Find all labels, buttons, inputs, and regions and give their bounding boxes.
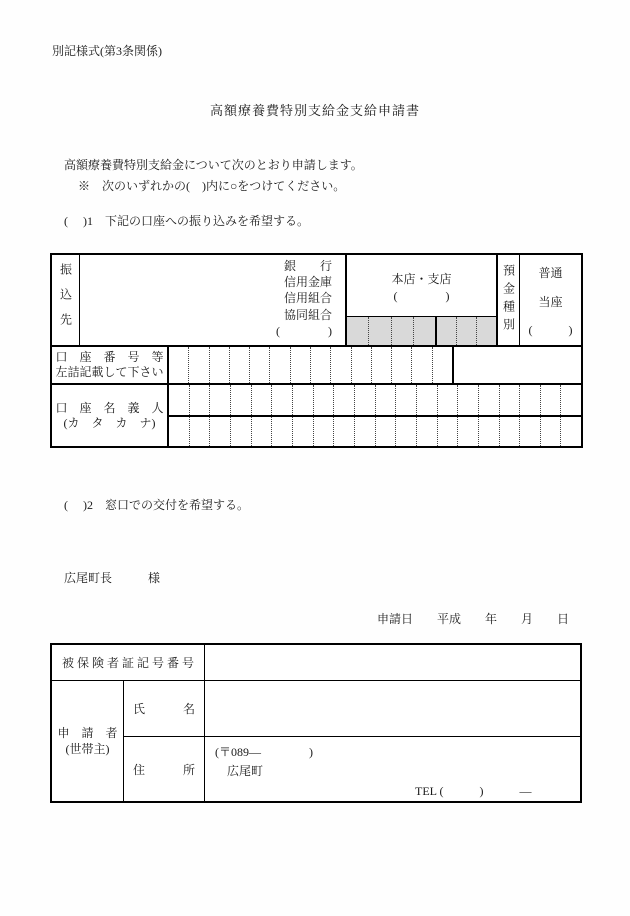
digit-cell[interactable] (456, 317, 476, 345)
applicant-note: (世帯主) (65, 742, 110, 756)
account-number-boxes[interactable] (169, 347, 454, 383)
digit-cell[interactable] (375, 417, 396, 447)
digit-cell[interactable] (209, 417, 230, 447)
digit-cell[interactable] (395, 417, 416, 447)
digit-cell[interactable] (391, 317, 413, 345)
institution-type-list (80, 255, 345, 339)
address-label-cell (124, 737, 205, 801)
digit-cell[interactable] (416, 385, 437, 415)
applicant-label-cell (52, 681, 124, 801)
insured-code-label: 被 保 険 者 証 記 号 番 号 (52, 645, 205, 680)
digit-cell[interactable] (313, 417, 334, 447)
institution-type-kyodo: 協同組合 (283, 307, 332, 322)
digit-cell[interactable] (478, 385, 499, 415)
deposit-option-current: 当座 (538, 294, 563, 309)
deposit-type-cell[interactable] (520, 255, 581, 345)
digit-cell[interactable] (437, 385, 458, 415)
digit-cell[interactable] (395, 385, 416, 415)
address-label-right: 所 (182, 762, 195, 777)
digit-cell[interactable] (292, 385, 313, 415)
account-holder-note: (カ タ カ ナ) (63, 415, 156, 430)
digit-cell[interactable] (209, 347, 229, 383)
institution-paren-field[interactable]: ( ) (276, 323, 332, 338)
digit-cell[interactable] (271, 385, 292, 415)
digit-cell[interactable] (230, 417, 251, 447)
digit-cell[interactable] (519, 385, 540, 415)
instruction-note: ※ 次のいずれかの( )内に○をつけてください。 (78, 179, 346, 193)
applicant-rows (52, 681, 580, 801)
digit-cell[interactable] (251, 417, 272, 447)
applicant-fields (124, 681, 580, 801)
digit-cell[interactable] (416, 417, 437, 447)
digit-cell[interactable] (457, 385, 478, 415)
digit-cell[interactable] (560, 417, 581, 447)
branch-name-cell[interactable] (347, 255, 496, 317)
digit-cell[interactable] (330, 347, 350, 383)
account-number-note: 左詰記載して下さい (55, 365, 164, 379)
digit-cell[interactable] (169, 417, 189, 447)
digit-cell[interactable] (333, 417, 354, 447)
digit-cell[interactable] (313, 385, 334, 415)
bank-table-row-account-number (52, 347, 581, 385)
digit-cell[interactable] (457, 417, 478, 447)
application-date-line: 申請日 平成 年 月 日 (377, 612, 570, 626)
digit-cell[interactable] (375, 385, 396, 415)
account-holder-label-cell (52, 385, 169, 446)
digit-cell[interactable] (188, 347, 208, 383)
postal-code-line[interactable]: (〒089— ) (215, 745, 313, 759)
branch-code-boxes[interactable] (435, 317, 496, 345)
deposit-option-ordinary: 普通 (538, 266, 563, 280)
digit-cell[interactable] (269, 347, 289, 383)
digit-cell[interactable] (540, 417, 561, 447)
digit-cell[interactable] (499, 417, 520, 447)
insured-code-row (52, 645, 580, 681)
digit-cell[interactable] (437, 317, 456, 345)
digit-cell[interactable] (368, 317, 390, 345)
code-boxes-strip (347, 317, 496, 345)
institution-type-bank: 銀 行 (283, 259, 332, 273)
digit-cell[interactable] (209, 385, 230, 415)
name-row (124, 681, 580, 737)
name-value-cell[interactable] (205, 681, 580, 736)
digit-cell[interactable] (540, 385, 561, 415)
digit-cell[interactable] (189, 385, 210, 415)
intro-statement: 高額療養費特別支給金について次のとおり申請します。 (64, 158, 363, 172)
applicant-table (50, 643, 582, 803)
town-line: 広尾町 (227, 764, 264, 778)
branch-label: 本店・支店 (391, 272, 452, 286)
digit-cell[interactable] (292, 417, 313, 447)
bank-table-row-institution (52, 255, 581, 347)
account-holder-boxes-row2[interactable] (169, 417, 581, 447)
digit-cell[interactable] (251, 385, 272, 415)
option-counter-payment[interactable]: ( )2 窓口での交付を希望する。 (64, 498, 249, 512)
institution-type-shinkin: 信用金庫 (283, 275, 332, 290)
digit-cell[interactable] (437, 417, 458, 447)
address-value-cell[interactable] (205, 737, 580, 801)
bank-transfer-table (50, 253, 583, 448)
account-number-label-cell (52, 347, 169, 383)
digit-cell[interactable] (351, 347, 371, 383)
digit-cell[interactable] (413, 317, 435, 345)
digit-cell[interactable] (476, 317, 496, 345)
digit-cell[interactable] (189, 417, 210, 447)
digit-cell[interactable] (499, 385, 520, 415)
deposit-type-label: 預金種別 (501, 264, 516, 336)
account-holder-label: 口 座 名 義 人 (55, 400, 164, 415)
digit-cell[interactable] (354, 417, 375, 447)
bank-code-boxes[interactable] (347, 317, 435, 345)
account-number-blank-cell[interactable] (454, 347, 581, 383)
account-holder-boxes-row1[interactable] (169, 385, 581, 417)
institution-type-shinyo: 信用組合 (283, 291, 332, 306)
account-number-label: 口 座 番 号 等 (55, 350, 164, 364)
deposit-type-label-cell (496, 255, 520, 345)
account-holder-cells (169, 385, 581, 446)
digit-cell[interactable] (229, 347, 249, 383)
applicant-label: 申 請 者 (57, 726, 118, 740)
telephone-line[interactable]: TEL ( ) — (415, 784, 532, 798)
form-reference: 別記様式(第3条関係) (52, 44, 162, 58)
name-label-left: 氏 (133, 702, 146, 716)
name-label-cell (124, 681, 205, 736)
digit-cell[interactable] (169, 385, 189, 415)
digit-cell[interactable] (391, 347, 411, 383)
branch-cell (347, 255, 496, 345)
address-label-left: 住 (133, 762, 146, 777)
digit-cell[interactable] (478, 417, 499, 447)
digit-cell[interactable] (310, 347, 330, 383)
address-row (124, 737, 580, 801)
digit-cell[interactable] (271, 417, 292, 447)
digit-cell[interactable] (347, 317, 368, 345)
payee-label-cell (52, 255, 80, 345)
insured-code-value-cell[interactable] (205, 645, 580, 680)
addressee-line: 広尾町長 様 (64, 571, 161, 585)
branch-paren-field[interactable]: ( ) (393, 289, 450, 303)
name-label-right: 名 (182, 702, 195, 716)
digit-cell[interactable] (411, 347, 431, 383)
digit-cell[interactable] (519, 417, 540, 447)
bank-name-cell[interactable] (80, 255, 347, 345)
option-bank-transfer[interactable]: ( )1 下記の口座への振り込みを希望する。 (64, 214, 309, 228)
digit-cell[interactable] (371, 347, 391, 383)
digit-cell[interactable] (333, 385, 354, 415)
payee-label: 振込先 (58, 262, 73, 338)
page-title: 高額療養費特別支給金支給申請書 (209, 103, 420, 118)
digit-cell[interactable] (432, 347, 452, 383)
digit-cell[interactable] (560, 385, 581, 415)
digit-cell[interactable] (230, 385, 251, 415)
digit-cell[interactable] (169, 347, 188, 383)
digit-cell[interactable] (249, 347, 269, 383)
digit-cell[interactable] (290, 347, 310, 383)
deposit-paren-field[interactable]: ( ) (528, 323, 573, 337)
digit-cell[interactable] (354, 385, 375, 415)
bank-table-row-account-holder (52, 385, 581, 446)
